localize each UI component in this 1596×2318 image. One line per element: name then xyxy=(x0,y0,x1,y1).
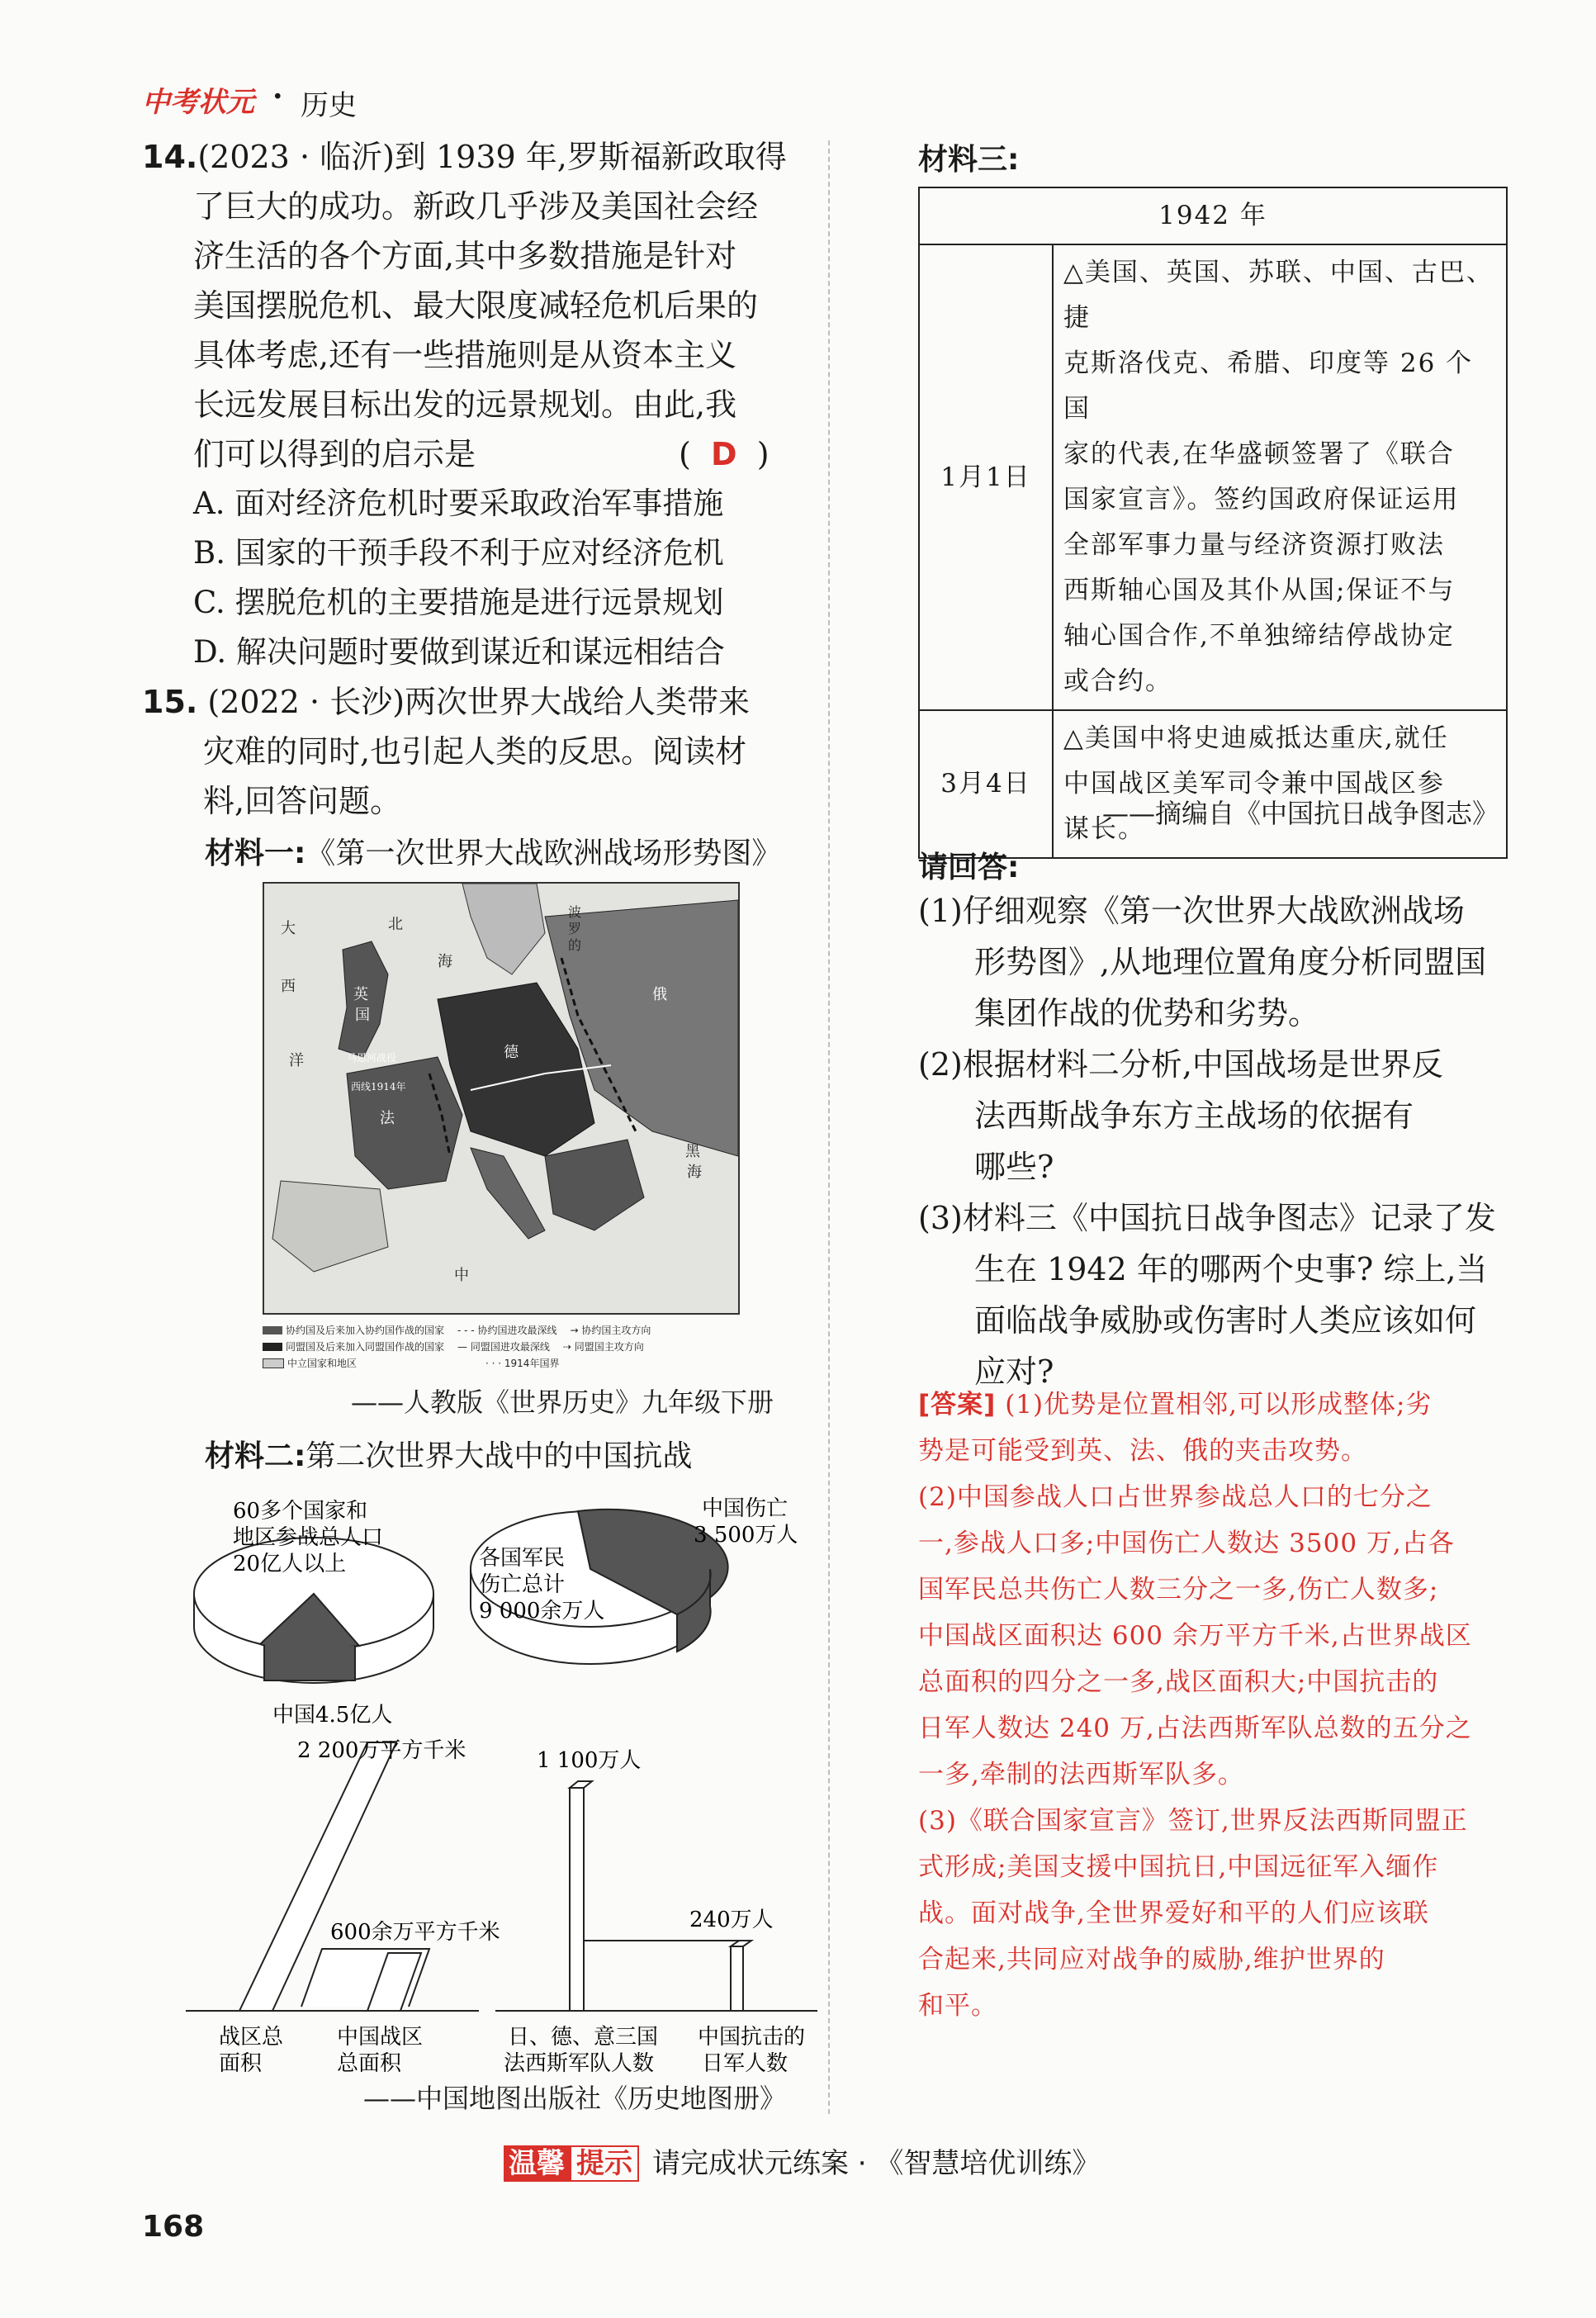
map-label: 洋 xyxy=(289,1052,304,1069)
answer-line: (2)中国参战人口占世界参战总人口的七分之 xyxy=(918,1482,1433,1512)
answer-line: 一多,牵制的法西斯军队多。 xyxy=(918,1760,1244,1789)
q15-line: (2022 · 长沙)两次世界大战给人类带来 xyxy=(207,684,751,720)
answer-paren xyxy=(679,429,770,479)
map-label: 西线1914年 xyxy=(351,1081,406,1093)
legend-entry: 协约国进攻最深线 xyxy=(477,1324,557,1336)
bar1-axis-label: 面积 xyxy=(219,2051,263,2076)
pie2-china-label: 3 500万人 xyxy=(694,1523,798,1548)
event-line: 家的代表,在华盛顿签署了《联合 xyxy=(1063,439,1455,469)
sub-question-line: 形势图》,从地理位置角度分析同盟国 xyxy=(974,944,1487,980)
table-year: 1942 年 xyxy=(919,187,1507,244)
event-line: 国家宣言》。签约国政府保证运用 xyxy=(1063,485,1460,514)
answer-line: (1)优势是位置相邻,可以形成整体;劣 xyxy=(1005,1390,1433,1420)
map-label: 的 xyxy=(568,937,582,953)
map-label: 马恩河战役 xyxy=(347,1052,397,1064)
option-a: A. 面对经济危机时要采取政治军事措施 xyxy=(193,486,724,521)
material-2-label: 材料二: xyxy=(205,1439,306,1473)
table-date: 3月4日 xyxy=(919,710,1053,858)
material-2-charts xyxy=(182,1482,826,2085)
ww1-europe-map xyxy=(263,882,740,1315)
map-label: 德 xyxy=(504,1044,519,1061)
event-line: 全部军事力量与经济资源打败法 xyxy=(1063,530,1445,560)
material-2-source: ——中国地图出版社《历史地图册》 xyxy=(363,2083,787,2114)
ask-heading: 请回答: xyxy=(918,851,1020,884)
q14-options xyxy=(193,479,725,677)
footer-tip xyxy=(504,2140,1100,2181)
map-svg xyxy=(264,884,738,1313)
option-d: D. 解决问题时要做到谋近和谋远相结合 xyxy=(193,634,725,670)
bar2-axis-label: 法西斯军队人数 xyxy=(504,2051,655,2076)
map-label: 西 xyxy=(281,978,296,995)
area-bar-chart xyxy=(186,1738,500,2076)
map-label: 中 xyxy=(454,1267,469,1284)
sub-question-line: 法西斯战争东方主战场的依据有 xyxy=(974,1097,1414,1134)
table-date: 1月1日 xyxy=(919,244,1053,710)
header-brand: 中考状元 xyxy=(142,86,254,119)
answer-tag: [答案] xyxy=(918,1390,997,1420)
answer-line: 总面积的四分之一多,战区面积大;中国抗击的 xyxy=(918,1667,1439,1697)
q14-line: 具体考虑,还有一些措施则是从资本主义 xyxy=(193,337,737,373)
pie2-label: 伤亡总计 xyxy=(479,1572,566,1597)
pie1-china-label: 中国4.5亿人 xyxy=(272,1703,393,1728)
q14-line: 们可以得到的启示是 xyxy=(193,436,476,472)
map-label: 俄 xyxy=(652,986,667,1003)
material-1-heading xyxy=(205,830,781,872)
bar-china-resisted-troops xyxy=(731,1946,743,2011)
bar-axis-troops xyxy=(570,1788,584,2011)
answer-line: 势是可能受到英、法、俄的夹击攻势。 xyxy=(918,1436,1367,1466)
legend-entry: 协约国主攻方向 xyxy=(581,1324,651,1336)
question-15 xyxy=(142,677,803,826)
map-label: 法 xyxy=(380,1110,395,1127)
header-dot: · xyxy=(272,79,283,114)
legend-entry: 同盟国进攻最深线 xyxy=(470,1340,550,1353)
pie-chart-casualties xyxy=(471,1496,798,1664)
pie-chart-population xyxy=(194,1499,433,1728)
legend-entry: 1914年国界 xyxy=(504,1357,560,1369)
legend-entry: 协约国及后来加入协约国作战的国家 xyxy=(286,1324,445,1336)
sub-question-2 xyxy=(918,1039,1513,1192)
pie2-china-label: 中国伤亡 xyxy=(702,1496,789,1521)
sub-question-line: (3)材料三《中国抗日战争图志》记录了发 xyxy=(918,1200,1496,1236)
question-15-number: 15. xyxy=(142,684,198,720)
pie1-label: 20亿人以上 xyxy=(233,1552,347,1576)
map-label: 黑 xyxy=(685,1143,700,1160)
table-row xyxy=(919,710,1507,858)
event-line: 克斯洛伐克、希腊、印度等 26 个国 xyxy=(1063,348,1474,424)
material-1-label: 材料一: xyxy=(205,837,306,870)
pie2-label: 9 000余万人 xyxy=(479,1599,605,1624)
legend-entry: 中立国家和地区 xyxy=(287,1357,358,1369)
sub-question-line: 生在 1942 年的哪两个史事? 综上,当 xyxy=(974,1251,1488,1287)
bar1-top-label: 2 200万平方千米 xyxy=(297,1738,466,1763)
q14-line: 美国摆脱危机、最大限度减轻危机后果的 xyxy=(193,287,759,324)
pie1-label: 地区参战总人口 xyxy=(233,1525,384,1550)
bar2-axis-label: 日、德、意三国 xyxy=(508,2025,659,2050)
map-label: 大 xyxy=(281,920,296,937)
map-label: 海 xyxy=(438,953,452,970)
sub-question-line: 应对? xyxy=(974,1353,1054,1390)
material-1-title: 《第一次世界大战欧洲战场形势图》 xyxy=(305,837,782,870)
footer-tag-tip: 提示 xyxy=(570,2145,639,2182)
material-3-source: ——摘编自《中国抗日战争图志》 xyxy=(1102,798,1499,829)
sub-question-line: 集团作战的优势和劣势。 xyxy=(974,995,1320,1031)
answer-line: 战。面对战争,全世界爱好和平的人们应该联 xyxy=(918,1898,1429,1928)
pie2-label: 各国军民 xyxy=(479,1546,566,1571)
option-c: C. 摆脱危机的主要措施是进行远景规划 xyxy=(193,585,724,620)
map-label: 波 xyxy=(568,904,582,920)
legend-entry: 同盟国及后来加入同盟国作战的国家 xyxy=(286,1340,445,1353)
map-legend: 协约国及后来加入协约国作战的国家 - - - 协约国进攻最深线 → 协约国主攻方向 同盟国及后来加入同盟国作战的国家 — 同盟国进攻最深线 ⇢ 同盟国主攻方向 中立国家和地区 · · · 1914年国界 xyxy=(263,1321,758,1371)
troop-bar-chart xyxy=(495,1748,817,2076)
bar2-top-label: 1 100万人 xyxy=(537,1748,642,1773)
map-label: 海 xyxy=(687,1164,702,1181)
event-line: 谋长。 xyxy=(1063,814,1145,844)
material-2-title: 第二次世界大战中的中国抗战 xyxy=(305,1439,693,1473)
event-line: 轴心国合作,不单独缔结停战协定 xyxy=(1063,621,1455,651)
question-14 xyxy=(142,132,803,479)
answer-line: 合起来,共同应对战争的威胁,维护世界的 xyxy=(918,1945,1385,1974)
answer-line: 中国战区面积达 600 余万平方千米,占世界战区 xyxy=(918,1621,1472,1651)
column-divider xyxy=(828,140,830,2114)
bar1-axis-label: 总面积 xyxy=(337,2051,402,2076)
q14-line: (2023 · 临沂)到 1939 年,罗斯福新政取得 xyxy=(197,139,787,175)
event-line: 中国战区美军司令兼中国战区参 xyxy=(1063,769,1445,799)
event-line: △美国、英国、苏联、中国、古巴、捷 xyxy=(1063,258,1494,333)
event-line: 西斯轴心国及其仆从国;保证不与 xyxy=(1063,576,1456,605)
answer-line: 和平。 xyxy=(918,1991,997,2021)
material-3-table xyxy=(918,187,1508,859)
answer-line: (3)《联合国家宣言》签订,世界反法西斯同盟正 xyxy=(918,1806,1468,1836)
bar2-axis-label: 中国抗击的 xyxy=(698,2025,806,2050)
sub-question-1 xyxy=(918,885,1513,1039)
answer-line: 日军人数达 240 万,占法西斯军队总数的五分之 xyxy=(918,1714,1472,1743)
bar1-mid-label: 600余万平方千米 xyxy=(330,1920,500,1945)
sub-question-line: (2)根据材料二分析,中国战场是世界反 xyxy=(918,1046,1443,1083)
bar1-axis-label: 战区总 xyxy=(219,2025,284,2050)
sub-question-line: 面临战争威胁或伤害时人类应该如何 xyxy=(974,1302,1477,1339)
answer-paren-close: ) xyxy=(756,436,770,472)
material-1-source: ——人教版《世界历史》九年级下册 xyxy=(351,1387,774,1418)
pie1-label: 60多个国家和 xyxy=(233,1499,368,1524)
legend-entry: 同盟国主攻方向 xyxy=(574,1340,644,1353)
option-b: B. 国家的干预手段不利于应对经济危机 xyxy=(193,535,724,571)
sub-question-3 xyxy=(918,1192,1513,1397)
q14-line: 济生活的各个方面,其中多数措施是针对 xyxy=(193,238,737,274)
table-event xyxy=(1053,244,1507,710)
map-label: 国 xyxy=(355,1007,370,1024)
q14-line: 了巨大的成功。新政几乎涉及美国社会经 xyxy=(193,188,759,225)
q15-line: 灾难的同时,也引起人类的反思。阅读材 xyxy=(203,733,747,770)
page-number: 168 xyxy=(142,2210,205,2244)
map-label: 英 xyxy=(353,986,368,1003)
table-row xyxy=(919,244,1507,710)
bar2-axis-label: 日军人数 xyxy=(702,2051,789,2076)
event-line: 或合约。 xyxy=(1063,666,1172,696)
header-subject: 历史 xyxy=(301,89,357,122)
question-14-number: 14. xyxy=(142,139,198,175)
sub-questions xyxy=(918,885,1513,1397)
map-label: 罗 xyxy=(568,921,582,936)
bar1-axis-label: 中国战区 xyxy=(337,2025,424,2050)
q15-line: 料,回答问题。 xyxy=(203,783,402,819)
table-event xyxy=(1053,710,1507,858)
material-2-heading xyxy=(205,1433,692,1475)
answer-paren-open: ( xyxy=(679,436,691,472)
event-line: △美国中将史迪威抵达重庆,就任 xyxy=(1063,723,1449,753)
answer-block xyxy=(918,1382,1521,2029)
q14-line: 长远发展目标出发的远景规划。由此,我 xyxy=(193,386,737,423)
sub-question-line: 哪些? xyxy=(974,1149,1054,1185)
material-3-label: 材料三: xyxy=(918,143,1020,177)
sub-question-line: (1)仔细观察《第一次世界大战欧洲战场 xyxy=(918,893,1465,929)
footer-text: 请完成状元练案 · 《智慧培优训练》 xyxy=(652,2147,1101,2180)
map-label: 北 xyxy=(388,916,403,933)
answer-line: 国军民总共伤亡人数三分之一多,伤亡人数多; xyxy=(918,1575,1439,1605)
bar2-mid-label: 240万人 xyxy=(689,1908,774,1932)
q14-answer: D xyxy=(711,436,737,472)
answer-line: 一,参战人口多;中国伤亡人数达 3500 万,占各 xyxy=(918,1529,1455,1558)
answer-line: 式形成;美国支援中国抗日,中国远征军入缅作 xyxy=(918,1852,1439,1882)
footer-tag-warm: 温馨 xyxy=(504,2145,570,2182)
